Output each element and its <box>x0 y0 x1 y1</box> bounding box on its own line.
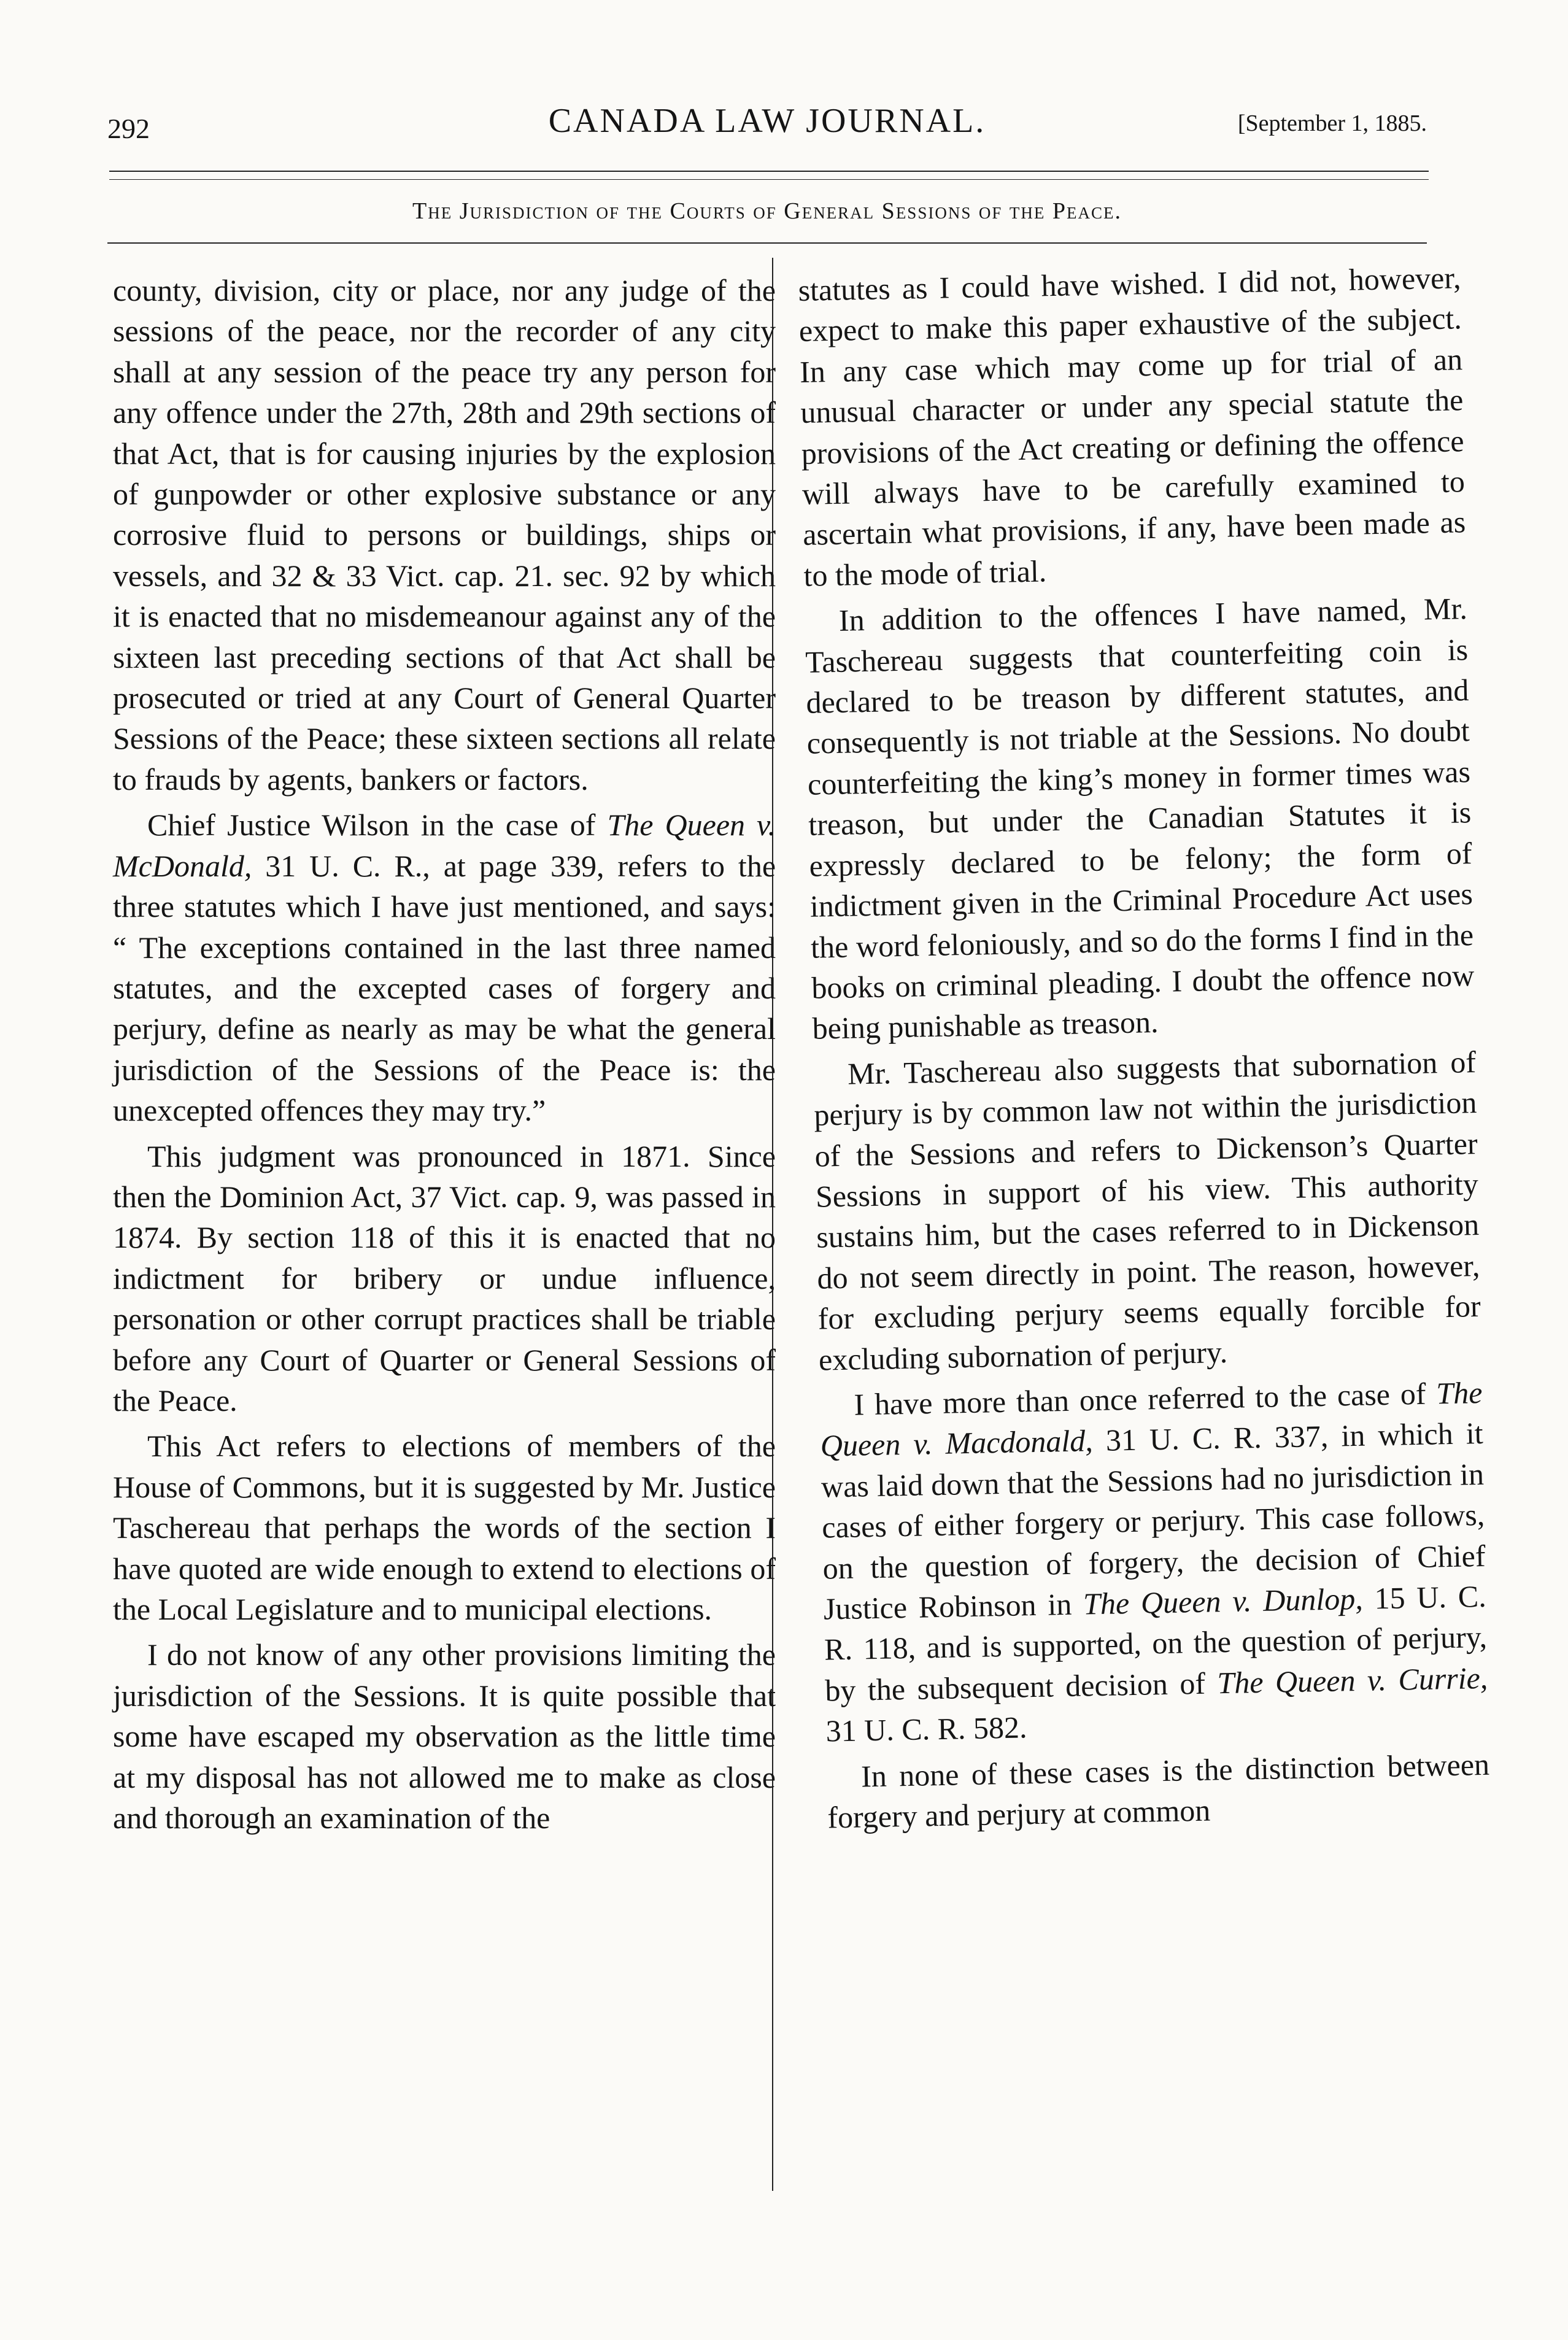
section-title: The Jurisdiction of the Courts of General Sessions of the Peace. <box>412 198 1122 224</box>
running-head <box>107 101 1427 150</box>
right-paragraph-1: statutes as I could have wished. I did not, however, expect to make this paper exhaustive of the subject. In any case which may come up for trial of an unusual character or under any special statute the provisions of the Act creating or defining the offence will always have to be carefully examined to ascertain what provisions, if any, have been made as to the mode of trial. <box>798 260 1466 593</box>
section-rule <box>107 242 1427 244</box>
left-paragraph-5: I do not know of any other provisions limiting the jurisdiction of the Sessions. It is quite possible that some have escaped my observation as the little time at my disposal has not allowed me to make as close and thorough an examination of the <box>113 1637 776 1836</box>
issue-date: [September 1, 1885. <box>1237 110 1427 136</box>
journal-title: CANADA LAW JOURNAL. <box>548 102 986 140</box>
right-paragraph-3: Mr. Taschereau also suggests that subornation of perjury is by common law not within the jurisdiction of the Sessions and refers to Dickenson’s Quarter Sessions in support of his view. This authority sustains him, but the cases referred to in Dickenson do not seem directly in point. The reason, however, for excluding perjury seems equally forcible for excluding subornation of perjury. <box>813 1044 1481 1377</box>
right-paragraph-4: I have more than once referred to the case of The Queen v. Macdonald, 31 U. C. R. 337, in which it was laid down that the Sessions had no jurisdiction in cases of either forgery or perjury. This case follows, on the question of forgery, the decision of Chief Justice Robinson in The Queen v. Dunlop, 15 U. C. R. 118, and is supported, on the question of perjury, by the subsequent decision of The Queen v. Currie, 31 U. C. R. 582. <box>820 1375 1488 1748</box>
right-column <box>798 257 1491 1838</box>
left-paragraph-1: county, division, city or place, nor any judge of the sessions of the peace, nor the recorder of any city shall at any session of the peace try any person for any offence under the 27th, 28th and 29th sections of that Act, that is for causing injuries by the explosion of gunpowder or other explosive substance or any corrosive fluid to persons or buildings, ships or vessels, and 32 & 33 Vict. cap. 21. sec. 92 by which it is enacted that no misdemeanour against any of the sixteen last preceding sections of that Act shall be prosecuted or tried at any Court of General Quarter Sessions of the Peace; these sixteen sections all relate to frauds by agents, bankers or factors. <box>113 273 776 797</box>
left-paragraph-2: Chief Justice Wilson in the case of The Queen v. McDonald, 31 U. C. R., at page 339, refers to the three statutes which I have just mentioned, and says: “ The exceptions contained in the last three named statutes, and the excepted cases of forgery and perjury, define as nearly as may be what the general jurisdiction of the Sessions of the Peace is: the unexcepted offences they may try.” <box>113 808 776 1128</box>
case-citation: The Queen v. Dunlop, <box>1083 1581 1364 1621</box>
case-citation: The Queen v. McDonald, <box>113 808 776 883</box>
right-paragraph-5: In none of these cases is the distinction between forgery and perjury at common <box>827 1747 1490 1835</box>
left-column <box>113 270 776 1838</box>
right-paragraph-2: In addition to the offences I have named, Mr. Taschereau suggests that counterfeiting coin is declared to be treason by different statutes, and consequently is not triable at the Sessions. No doubt counterfeiting the king’s money in former times was treason, but under the Canadian Statutes it is expressly declared to be felony; the form of indictment given in the Criminal Procedure Act uses the word feloniously, and so do the forms I find in the books on criminal pleading. I doubt the offence now being punishable as treason. <box>805 591 1475 1046</box>
left-paragraph-4: This Act refers to elections of members of the House of Commons, but it is suggested by Mr. Justice Taschereau that perhaps the words of the section I have quoted are wide enough to extend to elections of the Local Legislature and to municipal elections. <box>113 1429 776 1626</box>
left-paragraph-3: This judgment was pronounced in 1871. Since then the Dominion Act, 37 Vict. cap. 9, was passed in 1874. By section 118 of this it is enacted that no indictment for bribery or undue influence, personation or other corrupt practices shall be triable before any Court of Quarter or General Sessions of the Peace. <box>113 1138 776 1418</box>
header-rule-top <box>109 171 1429 172</box>
case-citation: The Queen v. Macdonald, <box>820 1375 1483 1464</box>
header-rule-upper <box>109 179 1429 180</box>
case-citation: The Queen v. Currie, <box>1216 1660 1488 1701</box>
page-number: 292 <box>107 113 150 144</box>
